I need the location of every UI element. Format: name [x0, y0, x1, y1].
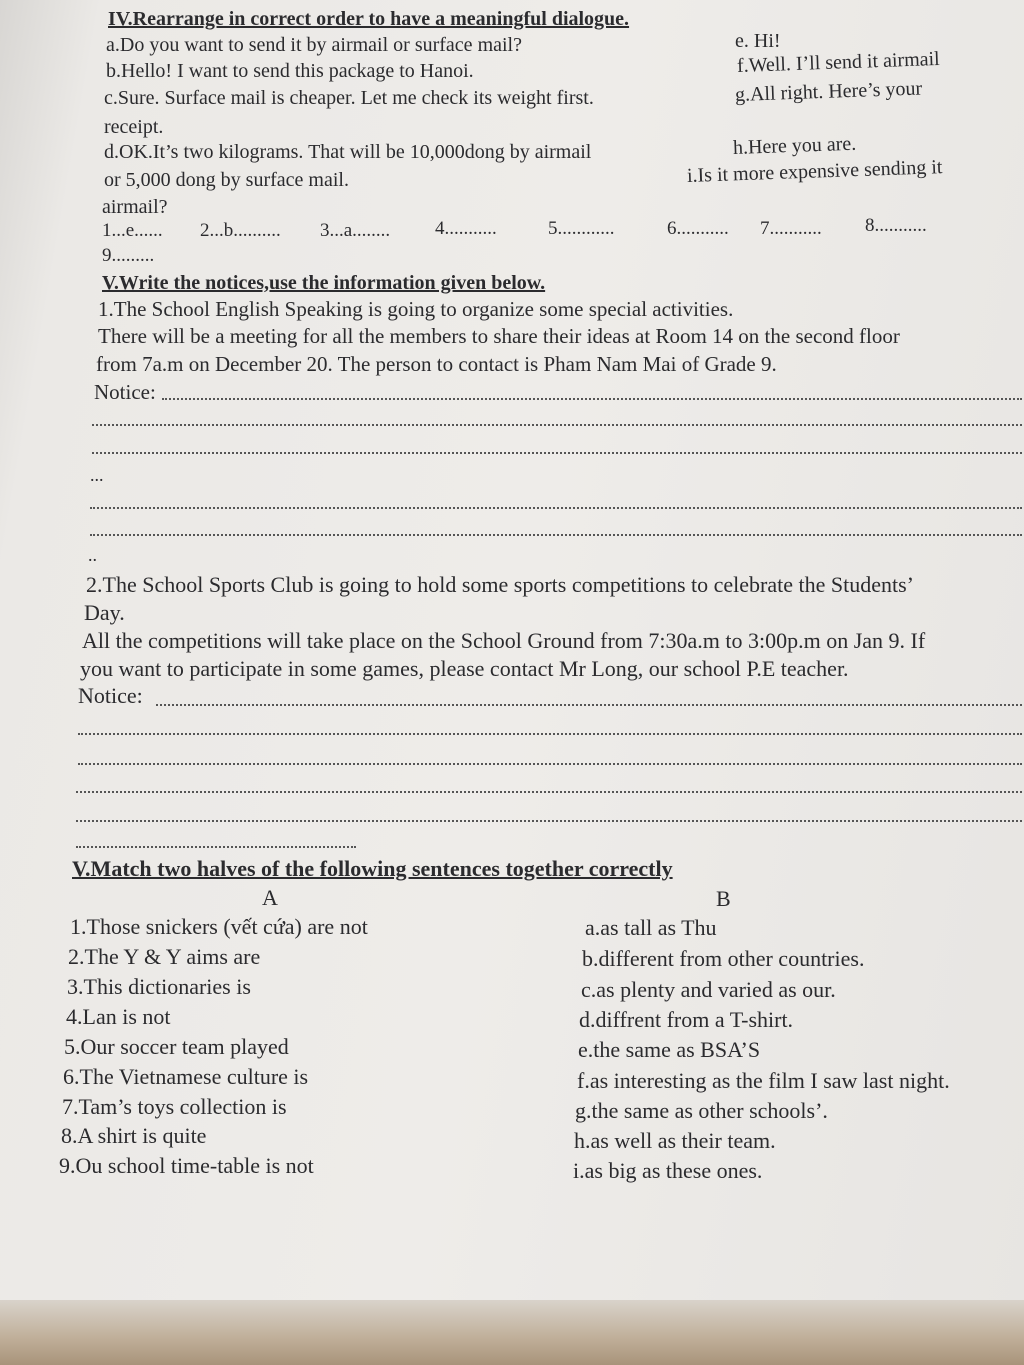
match-right-i: i.as big as these ones. [573, 1158, 763, 1183]
dialogue-line-h: h.Here you are. [732, 132, 857, 159]
dialogue-line-i-cont: airmail? [102, 196, 168, 218]
column-a-header: A [262, 885, 278, 910]
stray-dots: ... [90, 465, 104, 485]
dialogue-line-e: e. Hi! [735, 30, 781, 52]
match-right-c: c.as plenty and varied as our. [581, 977, 836, 1002]
answer-6: 6........... [667, 218, 729, 239]
notice-2-label: Notice: [78, 683, 143, 708]
notice-2-line-1: 2.The School Sports Club is going to hold some sports competitions to celebrate the Students’ [86, 572, 914, 597]
match-right-f: f.as interesting as the film I saw last night. [577, 1068, 950, 1093]
notice-1-answer-line-5 [90, 534, 1022, 536]
dialogue-line-i: i.Is it more expensive sending it [686, 156, 943, 187]
notice-2-answer-line-3 [78, 763, 1022, 765]
answer-4: 4........... [435, 218, 497, 239]
match-left-5: 5.Our soccer team played [64, 1034, 289, 1059]
notice-1-answer-line-3 [92, 452, 1022, 454]
dialogue-line-f: f.Well. I’ll send it airmail [736, 47, 941, 77]
notice-2-answer-line-6 [76, 846, 356, 848]
match-left-4: 4.Lan is not [66, 1004, 171, 1029]
notice-2-answer-line-1 [156, 704, 1022, 706]
notice-1-answer-line-2 [92, 424, 1022, 426]
match-right-a: a.as tall as Thu [585, 915, 717, 940]
match-left-2: 2.The Y & Y aims are [68, 944, 261, 969]
dialogue-line-g: g.All right. Here’s your [734, 77, 923, 106]
table-surface [0, 1300, 1024, 1365]
match-right-e: e.the same as BSA’S [578, 1037, 761, 1062]
match-left-9: 9.Ou school time-table is not [59, 1153, 314, 1178]
notice-2-line-3: All the competitions will take place on the School Ground from 7:30a.m to 3:00p.m on Jan 9. If [82, 628, 926, 653]
column-b-header: B [716, 886, 731, 911]
match-right-b: b.different from other countries. [582, 946, 865, 971]
dialogue-line-b: b.Hello! I want to send this package to Hanoi. [106, 60, 474, 82]
dialogue-line-c-cont: receipt. [104, 116, 164, 138]
match-left-8: 8.A shirt is quite [61, 1123, 207, 1148]
notice-1-line-3: from 7a.m on December 20. The person to contact is Pham Nam Mai of Grade 9. [96, 352, 777, 376]
notice-1-answer-line-1 [162, 398, 1022, 400]
stray-dots: .. [88, 545, 97, 565]
dialogue-line-a: a.Do you want to send it by airmail or surface mail? [106, 34, 522, 56]
dialogue-line-c: c.Sure. Surface mail is cheaper. Let me check its weight first. [104, 87, 594, 109]
answer-1: 1...e...... [102, 220, 163, 241]
notice-2-answer-line-4 [76, 791, 1022, 793]
answer-8: 8........... [865, 215, 927, 236]
answer-7: 7........... [760, 218, 822, 239]
match-right-g: g.the same as other schools’. [575, 1098, 828, 1123]
notice-1-line-2: There will be a meeting for all the members to share their ideas at Room 14 on the second floor [98, 324, 900, 348]
match-right-h: h.as well as their team. [574, 1128, 776, 1153]
section-v-notices-heading: V.Write the notices,use the information given below. [102, 272, 546, 294]
answer-9: 9......... [102, 245, 155, 266]
notice-2-answer-line-5 [76, 820, 1022, 822]
notice-1-line-1: 1.The School English Speaking is going to organize some special activities. [98, 297, 734, 321]
match-left-3: 3.This dictionaries is [67, 974, 251, 999]
notice-1-answer-line-4 [90, 507, 1022, 509]
match-left-1: 1.Those snickers (vết cứa) are not [70, 914, 368, 939]
notice-2-line-4: you want to participate in some games, please contact Mr Long, our school P.E teacher. [80, 656, 849, 681]
notice-2-line-2: Day. [84, 600, 125, 625]
answer-2: 2...b.......... [200, 220, 281, 241]
match-left-6: 6.The Vietnamese culture is [63, 1064, 309, 1089]
notice-2-answer-line-2 [78, 733, 1022, 735]
answer-3: 3...a........ [320, 220, 391, 241]
section-iv-heading: IV.Rearrange in correct order to have a meaningful dialogue. [108, 8, 630, 30]
section-v-match-heading: V.Match two halves of the following sentences together correctly [72, 856, 673, 881]
dialogue-line-d-cont: or 5,000 dong by surface mail. [104, 169, 349, 191]
match-right-d: d.diffrent from a T-shirt. [579, 1007, 794, 1032]
notice-1-label: Notice: [94, 380, 156, 404]
answer-5: 5............ [548, 218, 615, 239]
dialogue-line-d: d.OK.It’s two kilograms. That will be 10,000dong by airmail [104, 141, 592, 163]
match-left-7: 7.Tam’s toys collection is [62, 1094, 287, 1119]
